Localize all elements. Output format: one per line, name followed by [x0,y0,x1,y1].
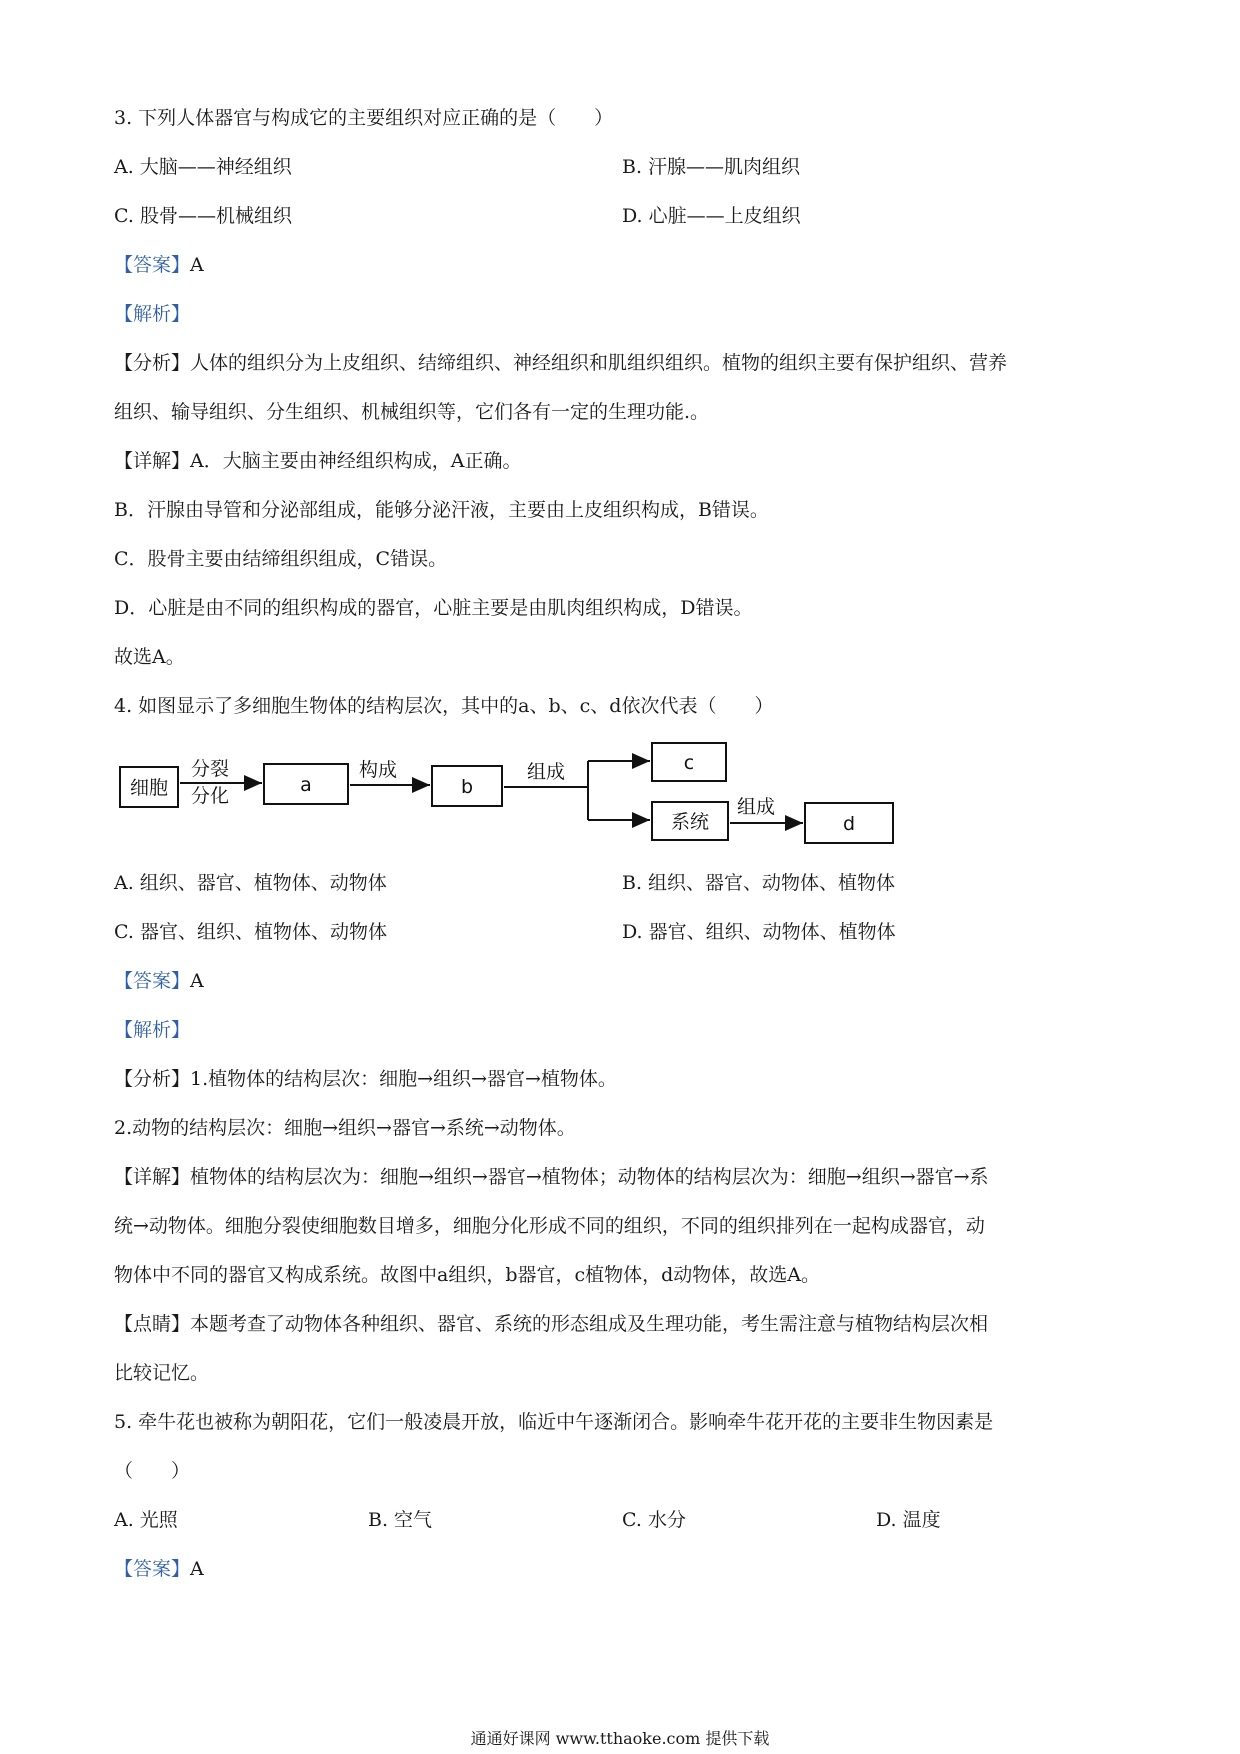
fenxi-text: 人体的组织分为上皮组织、结缔组织、神经组织和肌组织组织。植物的组织主要有保护组织、营养 [190,352,1008,374]
q3-fenxi-line2: 组织、输导组织、分生组织、机械组织等，它们各有一定的生理功能.。 [114,401,710,423]
q3-option-d: D. 心脏——上皮组织 [622,205,801,227]
q3-xiangjie-a [114,448,521,474]
q3-stem: 3. 下列人体器官与构成它的主要组织对应正确的是（ ） [114,107,614,129]
box-d-label: d [842,813,856,835]
q4-analysis-tag: 【解析】 [114,1019,191,1041]
fenxi-tag: 【分析】 [114,1068,191,1090]
q4-stem: 4. 如图显示了多细胞生物体的结构层次，其中的a、b、c、d依次代表（ ） [114,695,774,717]
xiangjie-tag: 【详解】 [114,450,191,472]
answer-value: A [190,970,204,992]
q5-option-c: C. 水分 [622,1509,686,1531]
q4-xiangjie-line1 [114,1164,989,1190]
page-footer: 通通好课网 www.tthaoke.com 提供下载 [470,1729,770,1748]
q3-xiangjie-c: C．股骨主要由结缔组织组成，C错误。 [114,548,448,570]
compose-label-1: 构成 [358,759,398,781]
divide-label: 分裂 [190,758,230,780]
q5-option-b: B. 空气 [368,1509,433,1531]
answer-value: A [190,1558,204,1580]
box-b-label: b [460,776,474,798]
xiangjie-text: 植物体的结构层次为：细胞→组织→器官→植物体；动物体的结构层次为：细胞→组织→器官→系 [190,1166,989,1188]
q4-option-b: B. 组织、器官、动物体、植物体 [622,872,896,894]
q4-xiangjie-line3: 物体中不同的器官又构成系统。故图中a组织，b器官，c植物体，d动物体，故选A。 [114,1264,821,1286]
q4-xiangjie-line2: 统→动物体。细胞分裂使细胞数目增多，细胞分化形成不同的组织，不同的组织排列在一起构成器官，动 [114,1215,985,1237]
dianjing-text: 本题考查了动物体各种组织、器官、系统的形态组成及生理功能，考生需注意与植物结构层次相 [190,1313,989,1335]
xiangjie-text: A．大脑主要由神经组织构成，A正确。 [190,450,522,472]
q4-dianjing-line2: 比较记忆。 [114,1362,210,1384]
compose-label-3: 组成 [736,796,776,818]
q5-stem-line1: 5. 牵牛花也被称为朝阳花，它们一般凌晨开放，临近中午逐渐闭合。影响牵牛花开花的主要非生物因素是 [114,1411,994,1433]
q3-xiangjie-d: D．心脏是由不同的组织构成的器官，心脏主要是由肌肉组织构成，D错误。 [114,597,753,619]
system-label: 系统 [670,811,710,833]
q3-fenxi-line1 [114,350,1007,376]
q4-fenxi-line2: 2.动物的结构层次：细胞→组织→器官→系统→动物体。 [114,1117,576,1139]
q3-conclusion: 故选A。 [114,646,185,668]
q3-xiangjie-b: B．汗腺由导管和分泌部组成，能够分泌汗液，主要由上皮组织构成，B错误。 [114,499,769,521]
q4-dianjing-line1 [114,1311,988,1337]
compose-label-2: 组成 [526,761,566,783]
box-a-label: a [300,774,312,796]
q4-option-a: A. 组织、器官、植物体、动物体 [114,872,387,894]
q5-option-d: D. 温度 [876,1509,941,1531]
cell-label: 细胞 [129,777,169,799]
dianjing-tag: 【点睛】 [114,1313,191,1335]
q5-option-a: A. 光照 [114,1509,178,1531]
q3-answer [114,252,204,278]
answer-tag: 【答案】 [114,254,191,276]
differentiate-label: 分化 [190,785,230,807]
structure-level-diagram [0,740,1000,855]
q4-option-d: D. 器官、组织、动物体、植物体 [622,921,896,943]
q5-answer [114,1556,204,1582]
q3-option-c: C. 股骨——机械组织 [114,205,292,227]
q4-option-c: C. 器官、组织、植物体、动物体 [114,921,387,943]
answer-tag: 【答案】 [114,970,191,992]
box-c-label: c [683,752,695,774]
q3-analysis-tag: 【解析】 [114,303,191,325]
q5-stem-line2: （ ） [114,1460,191,1482]
q4-answer [114,968,204,994]
fenxi-tag: 【分析】 [114,352,191,374]
q4-fenxi-line1 [114,1066,617,1092]
xiangjie-tag: 【详解】 [114,1166,191,1188]
answer-tag: 【答案】 [114,1558,191,1580]
fenxi-text: 1.植物体的结构层次：细胞→组织→器官→植物体。 [190,1068,617,1090]
answer-value: A [190,254,204,276]
q3-option-b: B. 汗腺——肌肉组织 [622,156,801,178]
q3-option-a: A. 大脑——神经组织 [114,156,292,178]
